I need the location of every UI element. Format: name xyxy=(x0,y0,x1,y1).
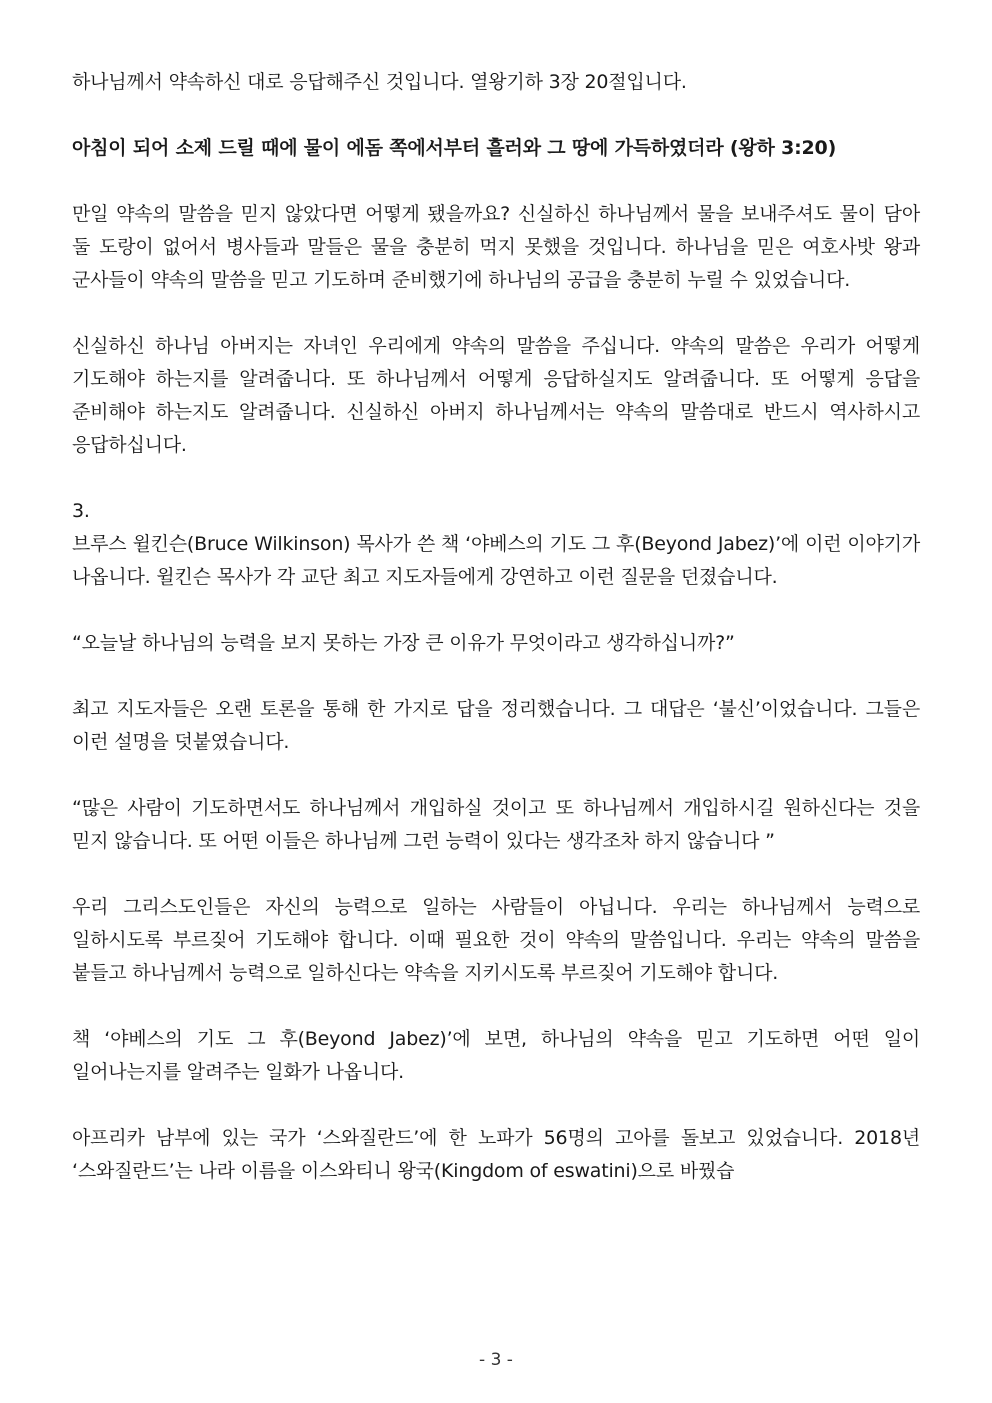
explanation-quote: “많은 사람이 기도하면서도 하나님께서 개입하실 것이고 또 하나님께서 개입하시길 원하신다는 것을 믿지 않습니다. 또 어떤 이들은 하나님께 그런 능력이 있다는 생각조차 하지 않습니다 ” xyxy=(72,797,920,852)
paragraph-8: 최고 지도자들은 오랜 토론을 통해 한 가지로 답을 정리했습니다. 그 대답은 ‘불신’이었습니다. 그들은 이런 설명을 덧붙였습니다. xyxy=(72,698,920,753)
paragraph-10: 우리 그리스도인들은 자신의 능력으로 일하는 사람들이 아닙니다. 우리는 하나님께서 능력으로 일하시도록 부르짖어 기도해야 합니다. 이때 필요한 것이 약속의 말씀입니다. 우리는 약속의 말씀을 붙들고 하나님께서 능력으로 일하신다는 약속을 지키시도록 부르짖어 기도해야 합니다. xyxy=(72,896,920,984)
document-page xyxy=(72,66,920,1188)
paragraph-6: 브루스 윌킨슨(Bruce Wilkinson) 목사가 쓴 책 ‘야베스의 기도 그 후(Beyond Jabez)’에 이런 이야기가 나옵니다. 윌킨슨 목사가 각 교단 최고 지도자들에게 강연하고 이런 질문을 던졌습니다. xyxy=(72,533,920,588)
paragraph-4: 신실하신 하나님 아버지는 자녀인 우리에게 약속의 말씀을 주십니다. 약속의 말씀은 우리가 어떻게 기도해야 하는지를 알려줍니다. 또 하나님께서 어떻게 응답하실지도 알려줍니다. 또 어떻게 응답을 준비해야 하는지도 알려줍니다. 신실하신 아버지 하나님께서는 약속의 말씀대로 반드시 역사하시고 응답하십니다. xyxy=(72,335,920,456)
paragraph-1: 하나님께서 약속하신 대로 응답해주신 것입니다. 열왕기하 3장 20절입니다. xyxy=(72,71,687,93)
scripture-quote: 아침이 되어 소제 드릴 때에 물이 에돔 쪽에서부터 흘러와 그 땅에 가득하였더라 (왕하 3:20) xyxy=(72,137,837,159)
paragraph-3: 만일 약속의 말씀을 믿지 않았다면 어떻게 됐을까요? 신실하신 하나님께서 물을 보내주셔도 물이 담아 둘 도랑이 없어서 병사들과 말들은 물을 충분히 먹지 못했을 것입니다. 하나님을 믿은 여호사밧 왕과 군사들이 약속의 말씀을 믿고 기도하며 준비했기에 하나님의 공급을 충분히 누릴 수 있었습니다. xyxy=(72,203,920,291)
section-number: 3. xyxy=(72,500,90,522)
paragraph-11: 책 ‘야베스의 기도 그 후(Beyond Jabez)’에 보면, 하나님의 약속을 믿고 기도하면 어떤 일이 일어나는지를 알려주는 일화가 나옵니다. xyxy=(72,1028,920,1083)
question-quote: “오늘날 하나님의 능력을 보지 못하는 가장 큰 이유가 무엇이라고 생각하십니까?” xyxy=(72,632,735,654)
page-number: - 3 - xyxy=(479,1350,513,1370)
paragraph-12: 아프리카 남부에 있는 국가 ‘스와질란드’에 한 노파가 56명의 고아를 돌보고 있었습니다. 2018년 ‘스와질란드’는 나라 이름을 이스와티니 왕국(Kingdom of eswatini)으로 바꿨습 xyxy=(72,1127,920,1182)
